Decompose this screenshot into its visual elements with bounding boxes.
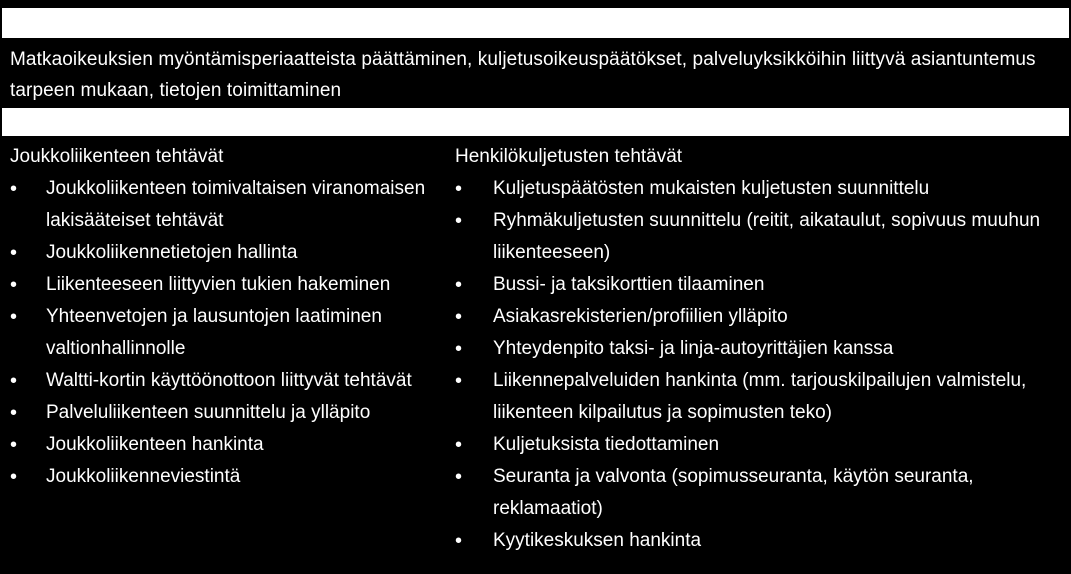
task-text: Kuljetuksista tiedottaminen [493, 434, 720, 455]
bullet-icon: • [10, 402, 18, 424]
task-text: Liikennepalveluiden hankinta (mm. tarjouskilpailujen valmistelu, liikenteen kilpailutus ja sopimusten teko) [493, 370, 1027, 423]
task-text: Joukkoliikenteen toimivaltaisen viranomaisen lakisääteiset tehtävät [46, 178, 426, 231]
task-text: Kyytikeskuksen hankinta [493, 530, 702, 551]
task-item [10, 269, 450, 301]
task-text: Yhteydenpito taksi- ja linja-autoyrittäjien kanssa [493, 338, 894, 359]
bullet-icon: • [10, 306, 18, 328]
task-item [10, 301, 450, 365]
task-item [455, 205, 1065, 269]
task-text: Yhteenvetojen ja lausuntojen laatiminen valtionhallinnolle [46, 306, 382, 359]
public-transport-column [10, 141, 450, 493]
task-text: Joukkoliikennetietojen hallinta [46, 242, 298, 263]
bullet-icon: • [10, 178, 18, 200]
bullet-icon: • [455, 306, 463, 328]
bullet-icon: • [455, 434, 463, 456]
task-text: Bussi- ja taksikorttien tilaaminen [493, 274, 765, 295]
task-text: Kuljetuspäätösten mukaisten kuljetusten suunnittelu [493, 178, 930, 199]
task-item [10, 429, 450, 461]
bullet-icon: • [455, 274, 463, 296]
task-text: Joukkoliikenneviestintä [46, 466, 241, 487]
task-item [455, 365, 1065, 429]
task-item [10, 365, 450, 397]
task-item [455, 525, 1065, 557]
top-white-band [0, 6, 1071, 40]
task-text: Asiakasrekisterien/profiilien ylläpito [493, 306, 788, 327]
passenger-transport-column [455, 141, 1065, 557]
task-item [455, 461, 1065, 525]
passenger-transport-task-list [455, 173, 1065, 557]
bullet-icon: • [10, 434, 18, 456]
responsibilities-text: Matkaoikeuksien myöntämisperiaatteista päättäminen, kuljetusoikeuspäätökset, palveluyksikköihin liittyvä asiantuntemus tarpeen mukaan, tietojen toimittaminen [10, 49, 1036, 101]
task-text: Ryhmäkuljetusten suunnittelu (reitit, aikataulut, sopivuus muuhun liikenteeseen) [493, 210, 1041, 263]
task-text: Waltti-kortin käyttöönottoon liittyvät tehtävät [46, 370, 412, 391]
bullet-icon: • [455, 178, 463, 200]
bullet-icon: • [455, 530, 463, 552]
middle-white-band [0, 106, 1071, 138]
task-text: Palveluliikenteen suunnittelu ja ylläpito [46, 402, 371, 423]
task-text: Joukkoliikenteen hankinta [46, 434, 264, 455]
task-item [455, 173, 1065, 205]
task-item [10, 173, 450, 237]
task-item [10, 237, 450, 269]
task-item [455, 269, 1065, 301]
task-item [455, 333, 1065, 365]
task-text: Liikenteeseen liittyvien tukien hakeminen [46, 274, 391, 295]
public-transport-title: Joukkoliikenteen tehtävät [10, 146, 224, 167]
task-item [455, 301, 1065, 333]
task-item [455, 429, 1065, 461]
task-item [10, 461, 450, 493]
bullet-icon: • [455, 338, 463, 360]
passenger-transport-title: Henkilökuljetusten tehtävät [455, 146, 683, 167]
bullet-icon: • [10, 370, 18, 392]
task-text: Seuranta ja valvonta (sopimusseuranta, käytön seuranta, reklamaatiot) [493, 466, 974, 519]
bullet-icon: • [455, 466, 463, 488]
bullet-icon: • [10, 242, 18, 264]
bullet-icon: • [455, 210, 463, 232]
public-transport-task-list [10, 173, 450, 493]
bullet-icon: • [10, 274, 18, 296]
bullet-icon: • [455, 370, 463, 392]
task-item [10, 397, 450, 429]
bullet-icon: • [10, 466, 18, 488]
